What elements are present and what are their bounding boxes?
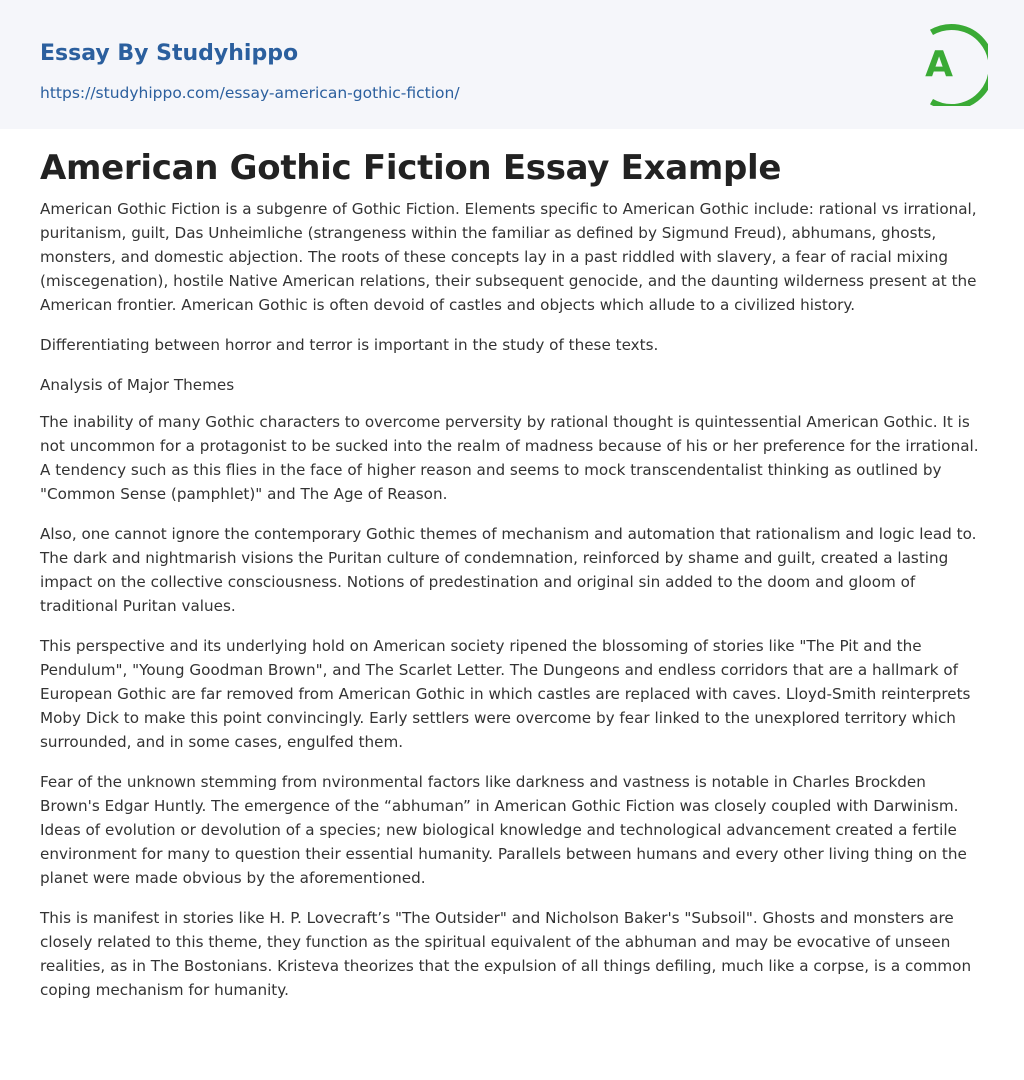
paragraph-horror-terror: Differentiating between horror and terror is important in the study of these texts. (40, 336, 659, 354)
paragraph-intro: American Gothic Fiction is a subgenre of Gothic Fiction. Elements specific to American Gothic include: rational vs irrational, puritanism, guilt, Das Unheimliche (strangeness within the familiar as defined by Sigmund Freud), abhumans, ghosts, monsters, and domestic abjection. The roots of these concepts lay in a past riddled with slavery, a fear of racial mixing (miscegenation), hostile Native American relations, their subsequent genocide, and the daunting wilderness present at the American frontier. American Gothic is often devoid of castles and objects which allude to a civilized history. (40, 200, 977, 314)
article-title: American Gothic Fiction Essay Example (40, 148, 782, 188)
paragraph-abhuman: Fear of the unknown stemming from nvironmental factors like darkness and vastness is notable in Charles Brockden Brown's Edgar Huntly. The emergence of the “abhuman” in American Gothic Fiction was closely coupled with Darwinism. Ideas of evolution or devolution of a species; new biological knowledge and technological advancement created a fertile environment for many to question their essential humanity. Parallels between humans and every other living thing on the planet were made obvious by the aforementioned. (40, 773, 967, 887)
paragraph-rational-thought: The inability of many Gothic characters to overcome perversity by rational thought is quintessential American Gothic. It is not uncommon for a protagonist to be sucked into the realm of madness because of his or her preference for the irrational. A tendency such as this flies in the face of higher reason and seems to mock transcendentalist thinking as outlined by "Common Sense (pamphlet)" and The Age of Reason. (40, 413, 979, 503)
logo-letter: A (925, 44, 953, 85)
paragraph-ghosts-monsters: This is manifest in stories like H. P. Lovecraft’s "The Outsider" and Nicholson Baker's "Subsoil". Ghosts and monsters are closely related to this theme, they function as the spiritual equivalent of the abhuman and may be evocative of unseen realities, as in The Bostonians. Kristeva theorizes that the expulsion of all things defiling, much like a corpse, is a common coping mechanism for humanity. (40, 909, 972, 999)
studyhippo-logo-icon[interactable] (910, 18, 988, 106)
section-subheading: Analysis of Major Themes (40, 376, 235, 394)
site-header (0, 0, 1024, 129)
site-brand[interactable]: Essay By Studyhippo (40, 41, 299, 66)
essay-url-link[interactable]: https://studyhippo.com/essay-american-gothic-fiction/ (40, 84, 460, 102)
paragraph-puritan-themes: Also, one cannot ignore the contemporary Gothic themes of mechanism and automation that rationalism and logic lead to. The dark and nightmarish visions the Puritan culture of condemnation, reinforced by shame and guilt, created a lasting impact on the collective consciousness. Notions of predestination and original sin added to the doom and gloom of traditional Puritan values. (40, 525, 977, 615)
article (40, 146, 984, 1018)
paragraph-stories: This perspective and its underlying hold on American society ripened the blossoming of stories like "The Pit and the Pendulum", "Young Goodman Brown", and The Scarlet Letter. The Dungeons and endless corridors that are a hallmark of European Gothic are far removed from American Gothic in which castles are replaced with caves. Lloyd-Smith reinterprets Moby Dick to make this point convincingly. Early settlers were overcome by fear linked to the unexplored territory which surrounded, and in some cases, engulfed them. (40, 637, 971, 751)
